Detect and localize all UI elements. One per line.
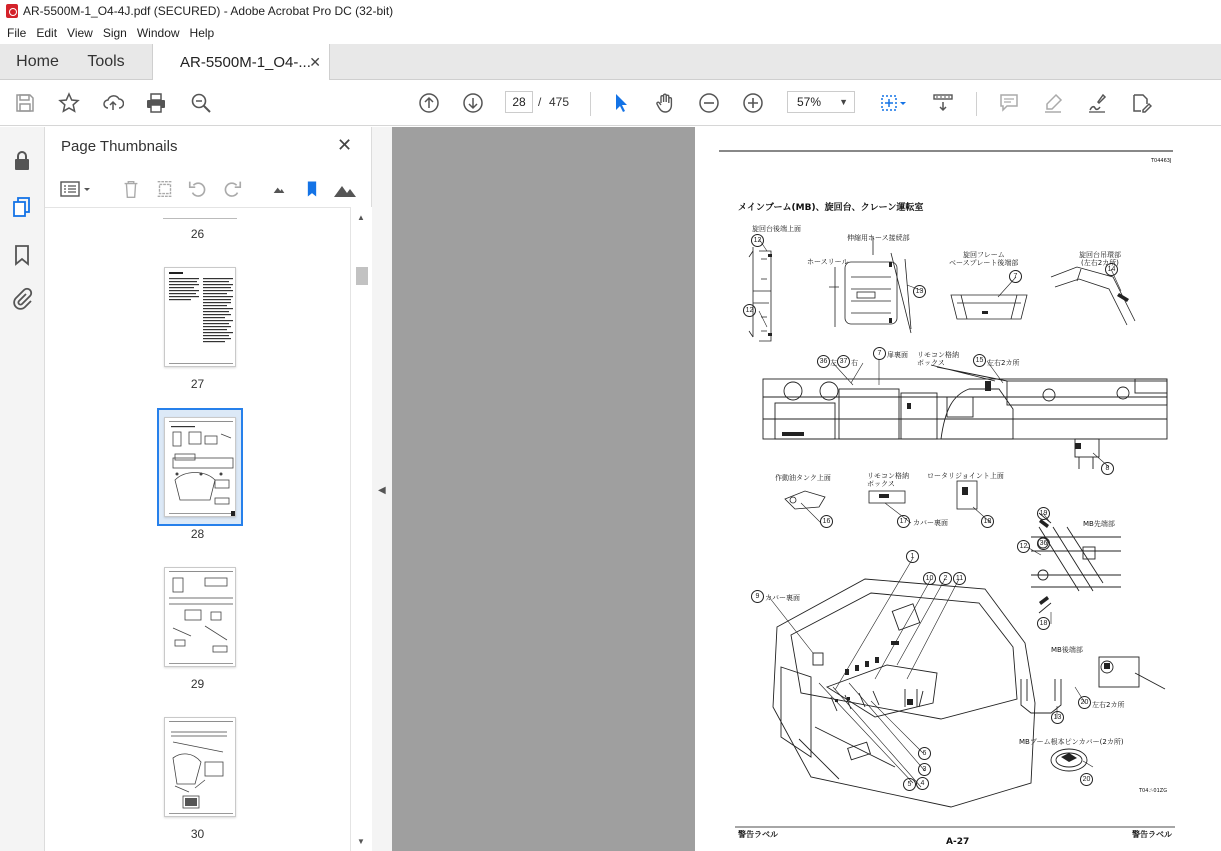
delete-page-icon[interactable] [119, 177, 143, 201]
collapse-arrow-icon[interactable]: ◀ [378, 485, 386, 496]
pdf-page [695, 127, 1221, 851]
thumbnail-bookmark-icon[interactable] [300, 177, 324, 201]
callout-circle: 18 [1037, 617, 1050, 630]
panel-title: Page Thumbnails [61, 138, 178, 155]
thumbnail-edge [163, 218, 237, 219]
menu-bar [0, 22, 1221, 44]
callout-circle: 9 [751, 590, 764, 603]
rotate-left-icon[interactable] [186, 177, 210, 201]
callout-circle: 12 [1017, 540, 1030, 553]
callout-circle: 20 [1080, 773, 1093, 786]
label-both-sides: (左右2カ所) [1081, 259, 1119, 267]
panel-collapse-handle[interactable] [372, 127, 392, 851]
label-cover-back: カバー裏面 [913, 519, 948, 527]
title-bar [0, 0, 1221, 22]
document-code: T04463J [1151, 158, 1172, 164]
navigation-rail [0, 127, 45, 851]
callout-circle: 36 [1037, 537, 1050, 550]
callout-circle: 13 [1051, 711, 1064, 724]
tab-document-label: AR-5500M-1_O4-... [180, 54, 311, 71]
extract-pages-icon[interactable] [153, 177, 177, 201]
scroll-up-arrow-icon[interactable]: ▲ [357, 213, 365, 222]
scroll-down-arrow-icon[interactable]: ▼ [357, 837, 365, 846]
thumbnail-page-number: 26 [190, 227, 205, 241]
toolbar-divider [976, 92, 977, 116]
menu-file[interactable]: File [7, 26, 27, 40]
callout-circle: 18 [981, 515, 994, 528]
label-remote-box: リモコン格納 [917, 351, 959, 359]
main-toolbar [0, 80, 1221, 126]
zoom-level-value: 57% [797, 95, 822, 109]
menu-help[interactable]: Help [189, 26, 215, 40]
callout-circle: 7 [1009, 270, 1022, 283]
thumbnail-page-number: 28 [190, 527, 205, 541]
zoom-level-select[interactable] [787, 91, 855, 113]
save-icon[interactable] [12, 90, 38, 116]
thumbnail-larger-icon[interactable] [333, 177, 357, 201]
callout-circle: 14 [1105, 263, 1118, 276]
label-turntable-handrail: 旋回台吊環部 [1079, 251, 1121, 259]
options-menu-icon[interactable] [59, 177, 95, 201]
label-rotary-joint-top: ロータリジョイント上面 [927, 472, 1004, 480]
thumbnails-panel [45, 127, 372, 851]
tab-tools[interactable]: Tools [87, 53, 125, 70]
callout-circle: 5 [903, 778, 916, 791]
label-left-right-3: 左右2カ所 [1092, 701, 1125, 709]
callout-circle: 2 [939, 572, 952, 585]
attachments-icon[interactable] [10, 287, 34, 311]
page-total: 475 [549, 95, 570, 109]
page-drawing [695, 127, 1221, 851]
thumbnail-page-number: 29 [190, 677, 205, 691]
zoom-search-icon[interactable] [188, 90, 214, 116]
tab-bar [0, 44, 1221, 80]
label-hose-connection: 伸縮用ホース接続部 [847, 234, 910, 242]
thumbnail-page-number: 27 [190, 377, 205, 391]
upload-cloud-icon[interactable] [100, 90, 126, 116]
edit-pdf-icon[interactable] [1128, 90, 1154, 116]
page-thumbnails-icon[interactable] [10, 195, 34, 219]
thumbnail-scrollbar[interactable] [350, 207, 372, 851]
callout-circle: 16 [820, 515, 833, 528]
callout-circle: 6 [918, 747, 931, 760]
close-panel-icon[interactable]: ✕ [337, 135, 353, 155]
scroll-mode-icon[interactable] [930, 90, 956, 116]
menu-window[interactable]: Window [136, 26, 180, 40]
callout-circle: 8 [1101, 462, 1114, 475]
page-number-input[interactable]: 28 [505, 91, 533, 113]
menu-view[interactable]: View [67, 26, 93, 40]
select-cursor-icon[interactable] [608, 90, 634, 116]
thumbnail-smaller-icon[interactable] [267, 177, 291, 201]
label-cover-back-2: カバー裏面 [765, 594, 800, 602]
thumbnail-toolbar [45, 171, 372, 207]
callout-circle: 17 [897, 515, 910, 528]
toolbar-divider [590, 92, 591, 116]
callout-circle: 37 [837, 355, 850, 368]
thumbnail-page-30[interactable] [164, 717, 236, 817]
bookmark-star-icon[interactable] [56, 90, 82, 116]
close-tab-icon[interactable]: ✕ [309, 54, 321, 70]
callout-circle: 13 [913, 285, 926, 298]
page-heading: メインブーム(MB)、旋回台、クレーン運転室 [738, 203, 924, 213]
window-title: AR-5500M-1_O4-4J.pdf (SECURED) - Adobe Acrobat Pro DC (32-bit) [23, 4, 394, 18]
chevron-down-icon: ▼ [839, 97, 848, 107]
label-remote-box-3: リモコン格納 [867, 472, 909, 480]
callout-circle: 12 [743, 304, 756, 317]
callout-circle: 3 [918, 763, 931, 776]
label-door-back: 扉裏面 [887, 351, 908, 359]
thumbnail-page-29[interactable] [164, 567, 236, 667]
label-left-right-2: 左右2カ所 [987, 359, 1020, 367]
comment-icon[interactable] [996, 90, 1022, 116]
label-mb-tip: MB先端部 [1083, 520, 1115, 528]
callout-circle: 20 [1078, 696, 1091, 709]
tab-home[interactable]: Home [16, 53, 59, 70]
rotate-right-icon[interactable] [220, 177, 244, 201]
label-remote-box-4: ボックス [867, 480, 895, 488]
callout-circle: 12 [751, 234, 764, 247]
footer-left-label: 警告ラベル [738, 830, 778, 839]
label-frame: 旋回フレーム [963, 251, 1005, 259]
label-hose-reel: ホースリール [807, 258, 849, 266]
label-mb-rear: MB後端部 [1051, 646, 1083, 654]
label-remote-box-2: ボックス [917, 359, 945, 367]
label-left: 左 [830, 359, 837, 367]
callout-circle: 36 [817, 355, 830, 368]
label-base-plate: ベースプレート後端部 [949, 259, 1019, 267]
callout-circle: 10 [923, 572, 936, 585]
label-right: 右 [851, 359, 858, 367]
label-mb-pin-cover: MBブーム根本ピンカバー(2カ所) [1019, 738, 1124, 746]
callout-circle: 11 [953, 572, 966, 585]
previous-page-icon[interactable] [416, 90, 442, 116]
callout-circle: 15 [973, 354, 986, 367]
highlight-pen-icon[interactable] [1040, 90, 1066, 116]
callout-circle: 1 [906, 550, 919, 563]
fill-sign-icon[interactable] [1084, 90, 1110, 116]
figure-code: T04ニ01ZG [1139, 788, 1168, 794]
label-oil-tank-top: 作動油タンク上面 [775, 474, 831, 482]
document-canvas[interactable] [392, 127, 1221, 851]
scrollbar-thumb[interactable] [356, 267, 368, 285]
page-separator: / [538, 95, 542, 109]
menu-edit[interactable]: Edit [36, 26, 58, 40]
lock-icon[interactable] [10, 149, 34, 173]
thumbnail-list [45, 207, 350, 851]
zoom-out-icon[interactable] [696, 90, 722, 116]
callout-circle: 7 [873, 347, 886, 360]
page-label: A-27 [946, 837, 970, 847]
hand-tool-icon[interactable] [652, 90, 678, 116]
bookmarks-icon[interactable] [10, 243, 34, 267]
next-page-icon[interactable] [460, 90, 486, 116]
callout-circle: 19 [1037, 507, 1050, 520]
fit-options-chevron-icon[interactable] [897, 90, 909, 116]
callout-circle: 4 [916, 777, 929, 790]
thumbnail-page-28[interactable] [164, 417, 236, 517]
thumbnail-page-number: 30 [190, 827, 205, 841]
menu-sign[interactable]: Sign [102, 26, 127, 40]
tab-document[interactable] [152, 44, 330, 81]
thumbnail-page-27[interactable] [164, 267, 236, 367]
print-icon[interactable] [143, 90, 169, 116]
footer-right-label: 警告ラベル [1132, 830, 1172, 839]
acrobat-pdf-icon [6, 4, 18, 18]
label-turntable-rear-top: 旋回台後端上面 [752, 225, 801, 233]
zoom-in-icon[interactable] [740, 90, 766, 116]
